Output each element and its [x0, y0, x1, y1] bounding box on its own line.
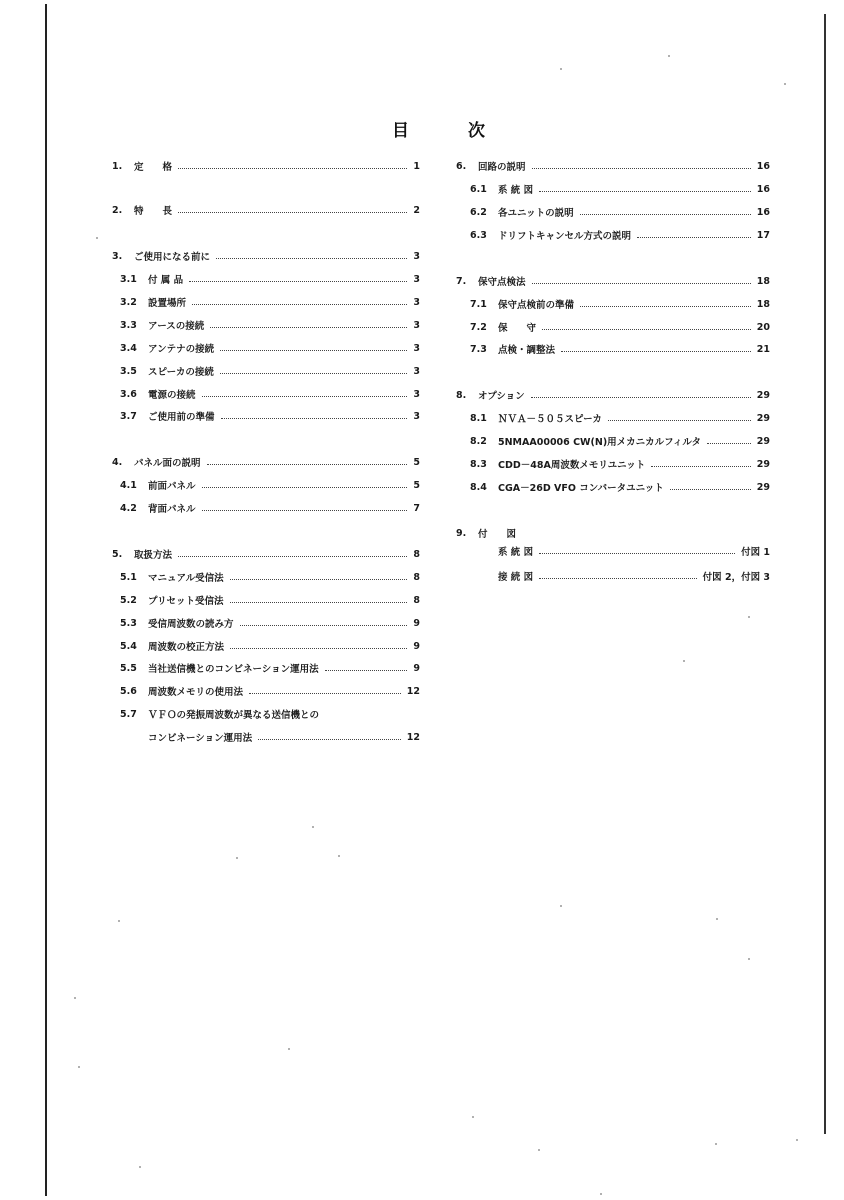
toc-section-title: プリセット受信法	[148, 596, 224, 607]
toc-section-number: 3.6	[120, 388, 137, 400]
toc-section-title: 保守点検法	[478, 277, 526, 288]
toc-section-title: CGA－26D VFO コンバータユニット	[498, 483, 664, 494]
toc-leader-dots	[539, 553, 735, 554]
toc-section-title: アンテナの接続	[148, 344, 215, 355]
toc-page-number: 2	[413, 204, 420, 216]
toc-entry	[470, 297, 770, 311]
toc-page-number: 5	[413, 456, 420, 468]
toc-page-number: 9	[413, 662, 420, 674]
toc-section-number: 8.3	[470, 458, 487, 470]
toc-leader-dots	[216, 258, 407, 259]
toc-section-number: 3.2	[120, 296, 137, 308]
toc-section-title: 当社送信機とのコンビネーション運用法	[148, 664, 319, 675]
toc-section-title: 前面パネル	[148, 481, 196, 492]
toc-page-number: 3	[413, 365, 420, 377]
toc-section-number: 5.4	[120, 640, 137, 652]
toc-leader-dots	[221, 418, 408, 419]
toc-leader-dots	[230, 648, 407, 649]
toc-entry	[470, 228, 770, 242]
toc-page-number: 3	[413, 342, 420, 354]
scan-speck	[288, 1048, 290, 1050]
scan-speck	[118, 920, 120, 922]
toc-page-number: 29	[756, 458, 770, 470]
scan-speck	[668, 55, 670, 57]
toc-section-title: 系 統 図	[498, 547, 534, 558]
toc-page-number: 9	[413, 640, 420, 652]
toc-leader-dots	[539, 578, 697, 579]
toc-leader-dots	[178, 168, 407, 169]
toc-entry	[120, 387, 420, 401]
toc-section-number: 3.3	[120, 319, 137, 331]
toc-entry	[120, 570, 420, 584]
toc-entry	[120, 639, 420, 653]
toc-entry	[120, 593, 420, 607]
scan-speck	[715, 1143, 717, 1145]
toc-section-title: ご使用前の準備	[148, 412, 215, 423]
toc-leader-dots	[178, 556, 407, 557]
scan-speck	[560, 68, 562, 70]
toc-section-title: ドリフトキャンセル方式の説明	[498, 231, 632, 242]
toc-page-number: 17	[756, 229, 770, 241]
scan-speck	[716, 918, 718, 920]
toc-section-title: 電源の接続	[148, 390, 196, 401]
scan-speck	[236, 857, 238, 859]
toc-section-title: 回路の説明	[478, 162, 526, 173]
scan-speck	[683, 660, 685, 662]
toc-entry	[456, 159, 770, 173]
toc-section-number: 5.7	[120, 708, 137, 720]
toc-section-number: 2.	[112, 204, 123, 216]
toc-entry	[120, 501, 420, 515]
toc-page-number: 18	[756, 298, 770, 310]
toc-section-title: 周波数の校正方法	[148, 642, 225, 653]
toc-section-title: 付 図	[478, 529, 517, 540]
toc-leader-dots	[561, 351, 751, 352]
toc-section-number: 8.4	[470, 481, 487, 493]
toc-entry	[470, 457, 770, 471]
toc-page-number: 29	[756, 412, 770, 424]
scan-speck	[338, 855, 340, 857]
toc-entry	[120, 616, 420, 630]
toc-entry	[120, 707, 420, 721]
toc-section-number: 8.1	[470, 412, 487, 424]
toc-page-number: 3	[413, 273, 420, 285]
toc-entry	[470, 205, 770, 219]
toc-page-number: 8	[413, 548, 420, 560]
toc-section-number: 3.	[112, 250, 123, 262]
toc-page-number: 8	[413, 571, 420, 583]
toc-section-title: ご使用になる前に	[134, 252, 211, 263]
toc-leader-dots	[580, 306, 751, 307]
scan-speck	[748, 616, 750, 618]
scan-speck	[796, 1139, 798, 1141]
toc-entry	[120, 341, 420, 355]
toc-leader-dots	[531, 397, 751, 398]
toc-entry	[470, 434, 770, 448]
toc-section-title: 受信周波数の読み方	[148, 619, 234, 630]
toc-page-number: 9	[413, 617, 420, 629]
toc-page-number: 5	[413, 479, 420, 491]
toc-section-number: 7.	[456, 275, 467, 287]
toc-section-number: 3.5	[120, 365, 137, 377]
toc-leader-dots	[178, 212, 407, 213]
toc-section-number: 3.4	[120, 342, 137, 354]
toc-section-title: CDD－48A周波数メモリユニット	[498, 460, 646, 471]
toc-leader-dots	[202, 510, 408, 511]
toc-page-number: 3	[413, 296, 420, 308]
scan-speck	[538, 1149, 540, 1151]
toc-page-number: 16	[756, 183, 770, 195]
scan-speck	[784, 83, 786, 85]
toc-section-title: 定 格	[134, 162, 173, 173]
toc-page-number: 16	[756, 160, 770, 172]
toc-section-number: 6.1	[470, 183, 487, 195]
toc-page-number: 3	[413, 410, 420, 422]
scan-speck	[139, 1166, 141, 1168]
title-char-2: 次	[468, 121, 485, 141]
toc-section-number: 7.1	[470, 298, 487, 310]
toc-section-title: ＮＶＡ－５０５スピーカ	[498, 414, 602, 425]
toc-section-title: 各ユニットの説明	[498, 208, 574, 219]
toc-page-number: 7	[413, 502, 420, 514]
toc-page-number: 12	[406, 685, 420, 697]
toc-section-number: 7.3	[470, 343, 487, 355]
toc-page-number: 20	[756, 321, 770, 333]
toc-section-title: パネル面の説明	[134, 458, 201, 469]
toc-leader-dots	[608, 420, 751, 421]
toc-section-number: 8.2	[470, 435, 487, 447]
toc-section-title: オプション	[478, 391, 525, 402]
toc-section-number: 5.2	[120, 594, 137, 606]
toc-leader-dots	[189, 281, 407, 282]
toc-entry	[470, 320, 770, 334]
page-border-left	[45, 4, 47, 1196]
toc-leader-dots	[207, 464, 408, 465]
toc-entry	[470, 544, 770, 558]
toc-leader-dots	[707, 443, 751, 444]
toc-section-title: 保守点検前の準備	[498, 300, 575, 311]
toc-leader-dots	[325, 670, 408, 671]
toc-section-number: 8.	[456, 389, 467, 401]
toc-entry	[470, 411, 770, 425]
toc-entry	[120, 478, 420, 492]
toc-page-number: 1	[413, 160, 420, 172]
toc-section-number: 6.	[456, 160, 467, 172]
toc-page-number: 16	[756, 206, 770, 218]
toc-section-number: 5.5	[120, 662, 137, 674]
toc-section-title: 特 長	[134, 206, 173, 217]
toc-section-title: コンビネーション運用法	[148, 733, 253, 744]
toc-entry	[470, 569, 770, 583]
toc-section-title: 点検・調整法	[498, 345, 556, 356]
toc-section-title: 接 続 図	[498, 572, 534, 583]
toc-section-number: 5.	[112, 548, 123, 560]
toc-section-title: 5NMAA00006 CW(N)用メカニカルフィルタ	[498, 437, 702, 448]
toc-leader-dots	[542, 329, 751, 330]
toc-leader-dots	[202, 396, 408, 397]
scan-speck	[78, 1066, 80, 1068]
toc-entry	[120, 295, 420, 309]
toc-section-title: ＶＦＯの発振周波数が異なる送信機との	[148, 710, 320, 721]
toc-section-title: アースの接続	[148, 321, 205, 332]
toc-page-number: 3	[413, 250, 420, 262]
toc-page-number: 付図 2，付図 3	[702, 572, 770, 583]
toc-leader-dots	[202, 487, 408, 488]
toc-page-number: 3	[413, 388, 420, 400]
toc-section-title: 設置場所	[148, 298, 187, 309]
toc-section-number: 5.3	[120, 617, 137, 629]
toc-page-number: 8	[413, 594, 420, 606]
toc-page-number: 3	[413, 319, 420, 331]
toc-page-number: 29	[756, 389, 770, 401]
toc-leader-dots	[651, 466, 751, 467]
toc-page-number: 29	[756, 481, 770, 493]
toc-leader-dots	[240, 625, 408, 626]
toc-entry	[112, 249, 420, 263]
toc-section-title: 付 属 品	[148, 275, 184, 286]
toc-section-title: 背面パネル	[148, 504, 196, 515]
toc-entry	[120, 318, 420, 332]
toc-leader-dots	[230, 579, 408, 580]
toc-leader-dots	[210, 327, 407, 328]
scan-speck	[312, 826, 314, 828]
toc-section-title: マニュアル受信法	[148, 573, 224, 584]
toc-entry	[112, 159, 420, 173]
toc-leader-dots	[192, 304, 407, 305]
toc-page-number: 21	[756, 343, 770, 355]
toc-leader-dots	[539, 191, 751, 192]
toc-section-number: 5.1	[120, 571, 137, 583]
toc-section-title: 系 統 図	[498, 185, 534, 196]
toc-entry	[456, 526, 770, 540]
toc-section-number: 3.7	[120, 410, 137, 422]
toc-leader-dots	[220, 350, 407, 351]
toc-entry	[120, 409, 420, 423]
toc-entry	[120, 661, 420, 675]
toc-leader-dots	[532, 168, 751, 169]
toc-entry	[470, 182, 770, 196]
toc-entry	[120, 730, 420, 744]
title-char-1: 目	[392, 121, 409, 141]
page-title	[0, 116, 844, 140]
scan-speck	[748, 958, 750, 960]
toc-entry	[112, 203, 420, 217]
toc-section-number: 4.2	[120, 502, 137, 514]
toc-entry	[112, 455, 420, 469]
toc-entry	[112, 547, 420, 561]
toc-section-number: 9.	[456, 527, 467, 539]
scan-speck	[96, 237, 98, 239]
toc-page-number: 29	[756, 435, 770, 447]
page-border-right	[824, 14, 826, 1134]
toc-section-number: 6.2	[470, 206, 487, 218]
toc-section-number: 1.	[112, 160, 123, 172]
scan-speck	[74, 997, 76, 999]
toc-section-title: 周波数メモリの使用法	[148, 687, 244, 698]
toc-entry	[470, 480, 770, 494]
toc-leader-dots	[258, 739, 401, 740]
toc-leader-dots	[230, 602, 408, 603]
toc-section-number: 3.1	[120, 273, 137, 285]
toc-leader-dots	[580, 214, 751, 215]
toc-section-title: 保 守	[498, 323, 537, 334]
scan-speck	[560, 905, 562, 907]
toc-leader-dots	[249, 693, 401, 694]
toc-section-number: 4.1	[120, 479, 137, 491]
toc-leader-dots	[220, 373, 407, 374]
toc-leader-dots	[532, 283, 751, 284]
toc-entry	[456, 274, 770, 288]
toc-section-title: スピーカの接続	[148, 367, 214, 378]
toc-leader-dots	[670, 489, 751, 490]
toc-leader-dots	[637, 237, 751, 238]
toc-section-number: 5.6	[120, 685, 137, 697]
toc-section-number: 4.	[112, 456, 123, 468]
toc-entry	[456, 388, 770, 402]
toc-page-number: 12	[406, 731, 420, 743]
toc-entry	[120, 684, 420, 698]
scan-speck	[600, 1193, 602, 1195]
scan-speck	[472, 1116, 474, 1118]
toc-entry	[120, 272, 420, 286]
toc-page-number: 18	[756, 275, 770, 287]
toc-entry	[120, 364, 420, 378]
toc-page-number: 付図 1	[741, 547, 770, 558]
toc-section-number: 7.2	[470, 321, 487, 333]
toc-section-number: 6.3	[470, 229, 487, 241]
toc-entry	[470, 342, 770, 356]
toc-section-title: 取扱方法	[134, 550, 173, 561]
